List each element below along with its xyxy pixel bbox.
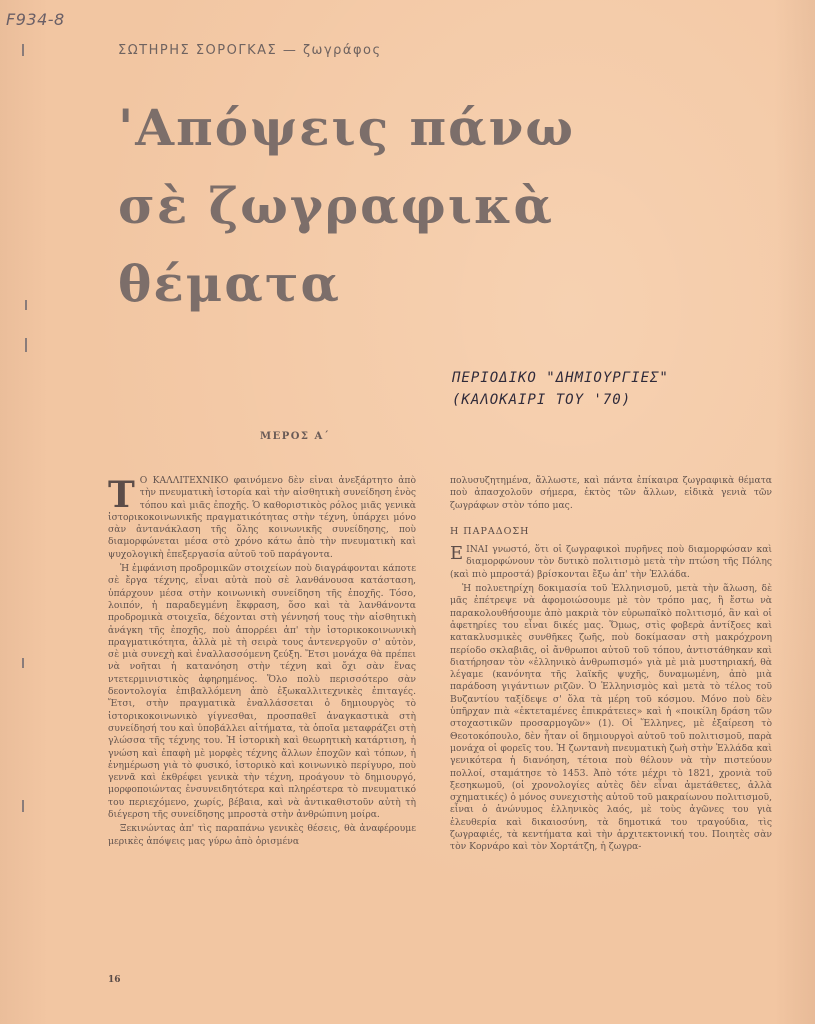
paragraph: Ἡ ἐμφάνιση προδρομικῶν στοιχείων ποὺ διαγράφονται κάποτε σὲ ἔργα τέχνης, εἶναι αὐτὰ ποὺ σὲ λανθάνουσα κατάσταση, ὑπάρχουν μέσα στὴν κοινωνικὴ συνείδηση τῆς ἐποχῆς. Τόσο, λοιπόν, ἡ παραδεγμένη ἔκφραση, ὅσο καὶ τὰ λανθάνοντα προδρομικὰ στοιχεῖα, δέχονται στὴ γέννησή τους τὴν αἰσθητικὴ ἀνάγκη τῆς ἐποχῆς, ποὺ ἀπορρέει ἀπ' τὴν ἱστορικοκοινωνικὴ πραγματικότητα, ἀλλὰ μὲ τὴ σειρὰ τους ἀντενεργοῦν σ' αὐτὸν, σὲ μιὰ συνεχὴ καὶ ἐναλλασσόμενη ζεύξη. Ἔτσι μονάχα θὰ πρέπει νὰ νοῆται ἡ κατανόηση στὴν τέχνη καὶ ὄχι σὰν ἕνας ντετερμινιστικὸς ἀφηρημένος. Ὅλο πολὺ περισσότερο σὰν δεοντολογία ἐπιβαλλόμενη ἀπὸ ἐξωκαλλιτεχνικὲς ἐπιταγές. Ἔτσι, στὴν πραγματικὰ ἐναλλάσσεται ὁ δημιουργὸς τὸ ἱστορικοκοινωνικὸ γίγνεσθαι, προσπαθεῖ ἀναγκαστικὰ στὴ συνείδησή του καὶ ὑποβάλλει αἰτήματα, τὰ ὁποῖα μεταφράζει στὴ γλώσσα τῆς τέχνης του. Ἡ ἱστορικὴ καὶ θεωρητικὴ κατάρτιση, ἡ γνώση καὶ ἐπαφὴ μὲ μορφὲς τέχνης ἄλλων ἐποχῶν καὶ τόπων, ἡ ἐνημέρωση γιὰ τὸ φυσικό, ἱστορικὸ καὶ κοινωνικὸ περίγυρο, ποὺ γεννᾶ καὶ ἐκθρέφει γενικὰ τὴν τέχνη, προάγουν τὸ δημιουργό, μορφοποιώντας ἐνσυνειδητότερα καὶ πληρέστερα τὸ πνευματικό του περιεχόμενο, χωρίς, βέβαια, καὶ νὰ ἀντικαθιστοῦν αὐτὴ τὴ διέγερση τῆς συνείδησης μπροστὰ στὴν ἀνθρώπινη μοίρα.	[108, 563, 416, 821]
paragraph: Ἡ πολυετηρίχη δοκιμασία τοῦ Ἑλληνισμοῦ, μετὰ τὴν ἅλωση, δὲ μᾶς ἐπέτρεψε νὰ ἀφομοιώσουμε μὲ τὸν τρόπο μας, ἢ ἔστω νὰ παρακολουθήσουμε ἀπὸ μακριὰ τὸν εὐρωπαϊκὸ πολιτισμό, ἂν καὶ οἱ ἀφετηρίες του εἶναι δικές μας. Ὅμως, στὶς φοβερὰ ἀντίξοες καὶ κατακλυσμικὲς συνθῆκες ζωῆς, ποὺ δοκίμασαν στὴ μακρόχρονη περίοδο σκλαβιᾶς, οἱ ἄνθρωποι αὐτοῦ τοῦ τόπου, ἀντιστάθηκαν καὶ διατήρησαν τὸν «ἑλληνικὸ ἀνθρωπισμό» γιὰ μὲ μιὰ μυστηριακή, θὰ λέγαμε (κανόνητα τῆς λαϊκῆς ψυχῆς, δυναμωμένη, ἀπὸ μιὰ παράδοση γιγάντιων ριζῶν. Ὁ Ἑλληνισμὸς καὶ μετὰ τὸ τέλος τοῦ Βυζαντίου ταξίδεψε σ' ὅλα τὰ μέρη τοῦ κόσμου. Μόνο ποὺ δὲν ὑπῆρχαν πιὰ «ἐκτεταμένες ἐπικράτειες» καὶ ἡ «ποικίλη δράση τῶν στοχαστικῶν προσαρμογῶν» (1). Οἱ Ἕλληνες, μὲ ἐξαίρεση τὸ Θεοτοκόπουλο, δὲν ἦταν οἱ δημιουργοὶ αὐτοῦ τοῦ πολιτισμοῦ, παρὰ μονάχα οἱ φορεῖς του. Ἡ ζωντανὴ πνευματικὴ ζωὴ στὴν Ἑλλάδα καὶ γενικότερα ἡ διανόηση, τέτοια ποὺ θέλουν νὰ τὴν πιστεύουν πολλοί, σταμάτησε τὸ 1453. Ἀπὸ τότε μέχρι τὸ 1821, χρονιὰ τοῦ ξεσηκωμοῦ, (οἱ χρονολογίες αὐτὲς δὲν εἶναι ἀμετάθετες, ἀλλὰ σχηματικές) ὁ μόνος συνεχιστὴς αὐτοῦ τοῦ μακραίωνου πολιτισμοῦ, εἶναι ὁ ἀνώνυμος ἑλληνικὸς λαός, μὲ τοὺς ἀγῶνες του γιὰ ἐλευθερία καὶ δικαιοσύνη, τὰ δημοτικά του τραγούδια, τὶς ζωγραφιές, τὰ κεντήματα καὶ τὴν ἀρχιτεκτονική του. Ποιητὲς σὰν τὸν Κορνάρο καὶ τὸν Χορτάτζη, ἡ ζωγρα-	[450, 583, 772, 853]
paragraph: πολυσυζητημένα, ἄλλωστε, καὶ πάντα ἐπίκαιρα ζωγραφικὰ θέματα ποὺ ἀπασχολοῦν σήμερα, ἐκτὸς τῶν ἄλλων, εἰδικὰ γενιὰ τῶν ζωγράφων στὸν τόπο μας.	[450, 475, 772, 511]
drop-cap: Ε	[450, 543, 464, 565]
paragraph	[108, 475, 416, 561]
page-number: 16	[108, 975, 121, 985]
margin-mark	[25, 338, 27, 352]
reference-code: F934-8	[6, 10, 65, 29]
handwritten-note-line-1: ΠΕΡΙΟΔΙΚΟ "ΔΗΜΙΟΥΡΓΙΕΣ"	[452, 370, 669, 386]
article-column-right	[450, 475, 772, 965]
paragraph-text: ΙΝΑΙ γνωστό, ὅτι οἱ ζωγραφικοὶ πυρῆνες ποὺ διαμορφώσαν καὶ διαμορφώνουν τὸν δυτικὸ πολιτισμὸ μετὰ τὴν πτώση τῆς Πόλης (καὶ πιὸ μπροστά) βρίσκονται ἔξω ἀπ' τὴν Ἑλλάδα.	[450, 544, 772, 580]
paragraph	[450, 544, 772, 581]
article-title-line-3: θέματα	[118, 254, 341, 313]
margin-mark	[25, 300, 27, 310]
paragraph-text: Ο ΚΑΛΛΙΤΕΧΝΙΚΟ φαινόμενο δὲν εἶναι ἀνεξάρτητο ἀπὸ τὴν πνευματικὴ ἱστορία καὶ τὴν αἰσθητικὴ συνείδηση ἑνὸς τόπου καὶ μιᾶς ἐποχῆς. Ὁ καθοριστικὸς ρόλος μιᾶς γενικὰ ἱστορικοκοινωνικῆς πραγματικότητας στὴν τέχνη, ὑπάρχει μόνο σὰν ἀντανάκλαση τῆς ὅλης κοινωνικῆς συνείδησης, ποὺ διαμορφώνεται μέσα στὸ χρόνο κάτω ἀπὸ τὴν πνευματικὴ καὶ ψυχολογικὴ ἐπεξεργασία αὐτοῦ τοῦ παράγοντα.	[108, 475, 416, 560]
section-heading: Η ΠΑΡΑΔΟΣΗ	[450, 525, 530, 537]
author-byline: ΣΩΤΗΡΗΣ ΣΟΡΟΓΚΑΣ — ζωγράφος	[118, 43, 382, 58]
handwritten-note-line-2: (ΚΑΛΟΚΑΙΡΙ ΤΟΥ '70)	[452, 392, 632, 408]
article-column-left	[108, 475, 416, 967]
paragraph: Ξεκινώντας ἀπ' τὶς παραπάνω γενικὲς θέσεις, θὰ ἀναφέρουμε μερικὲς ἀπόψεις μας γύρω ἀπὸ ὁρισμένα	[108, 823, 416, 847]
margin-mark	[22, 800, 24, 812]
margin-mark	[22, 658, 24, 668]
article-title-line-2: σὲ ζωγραφικὰ	[118, 176, 555, 235]
drop-cap: Τ	[108, 475, 135, 516]
article-title-line-1: 'Απόψεις πάνω	[118, 98, 575, 157]
margin-mark	[22, 44, 24, 56]
part-label: ΜΕΡΟΣ Α´	[260, 431, 331, 442]
